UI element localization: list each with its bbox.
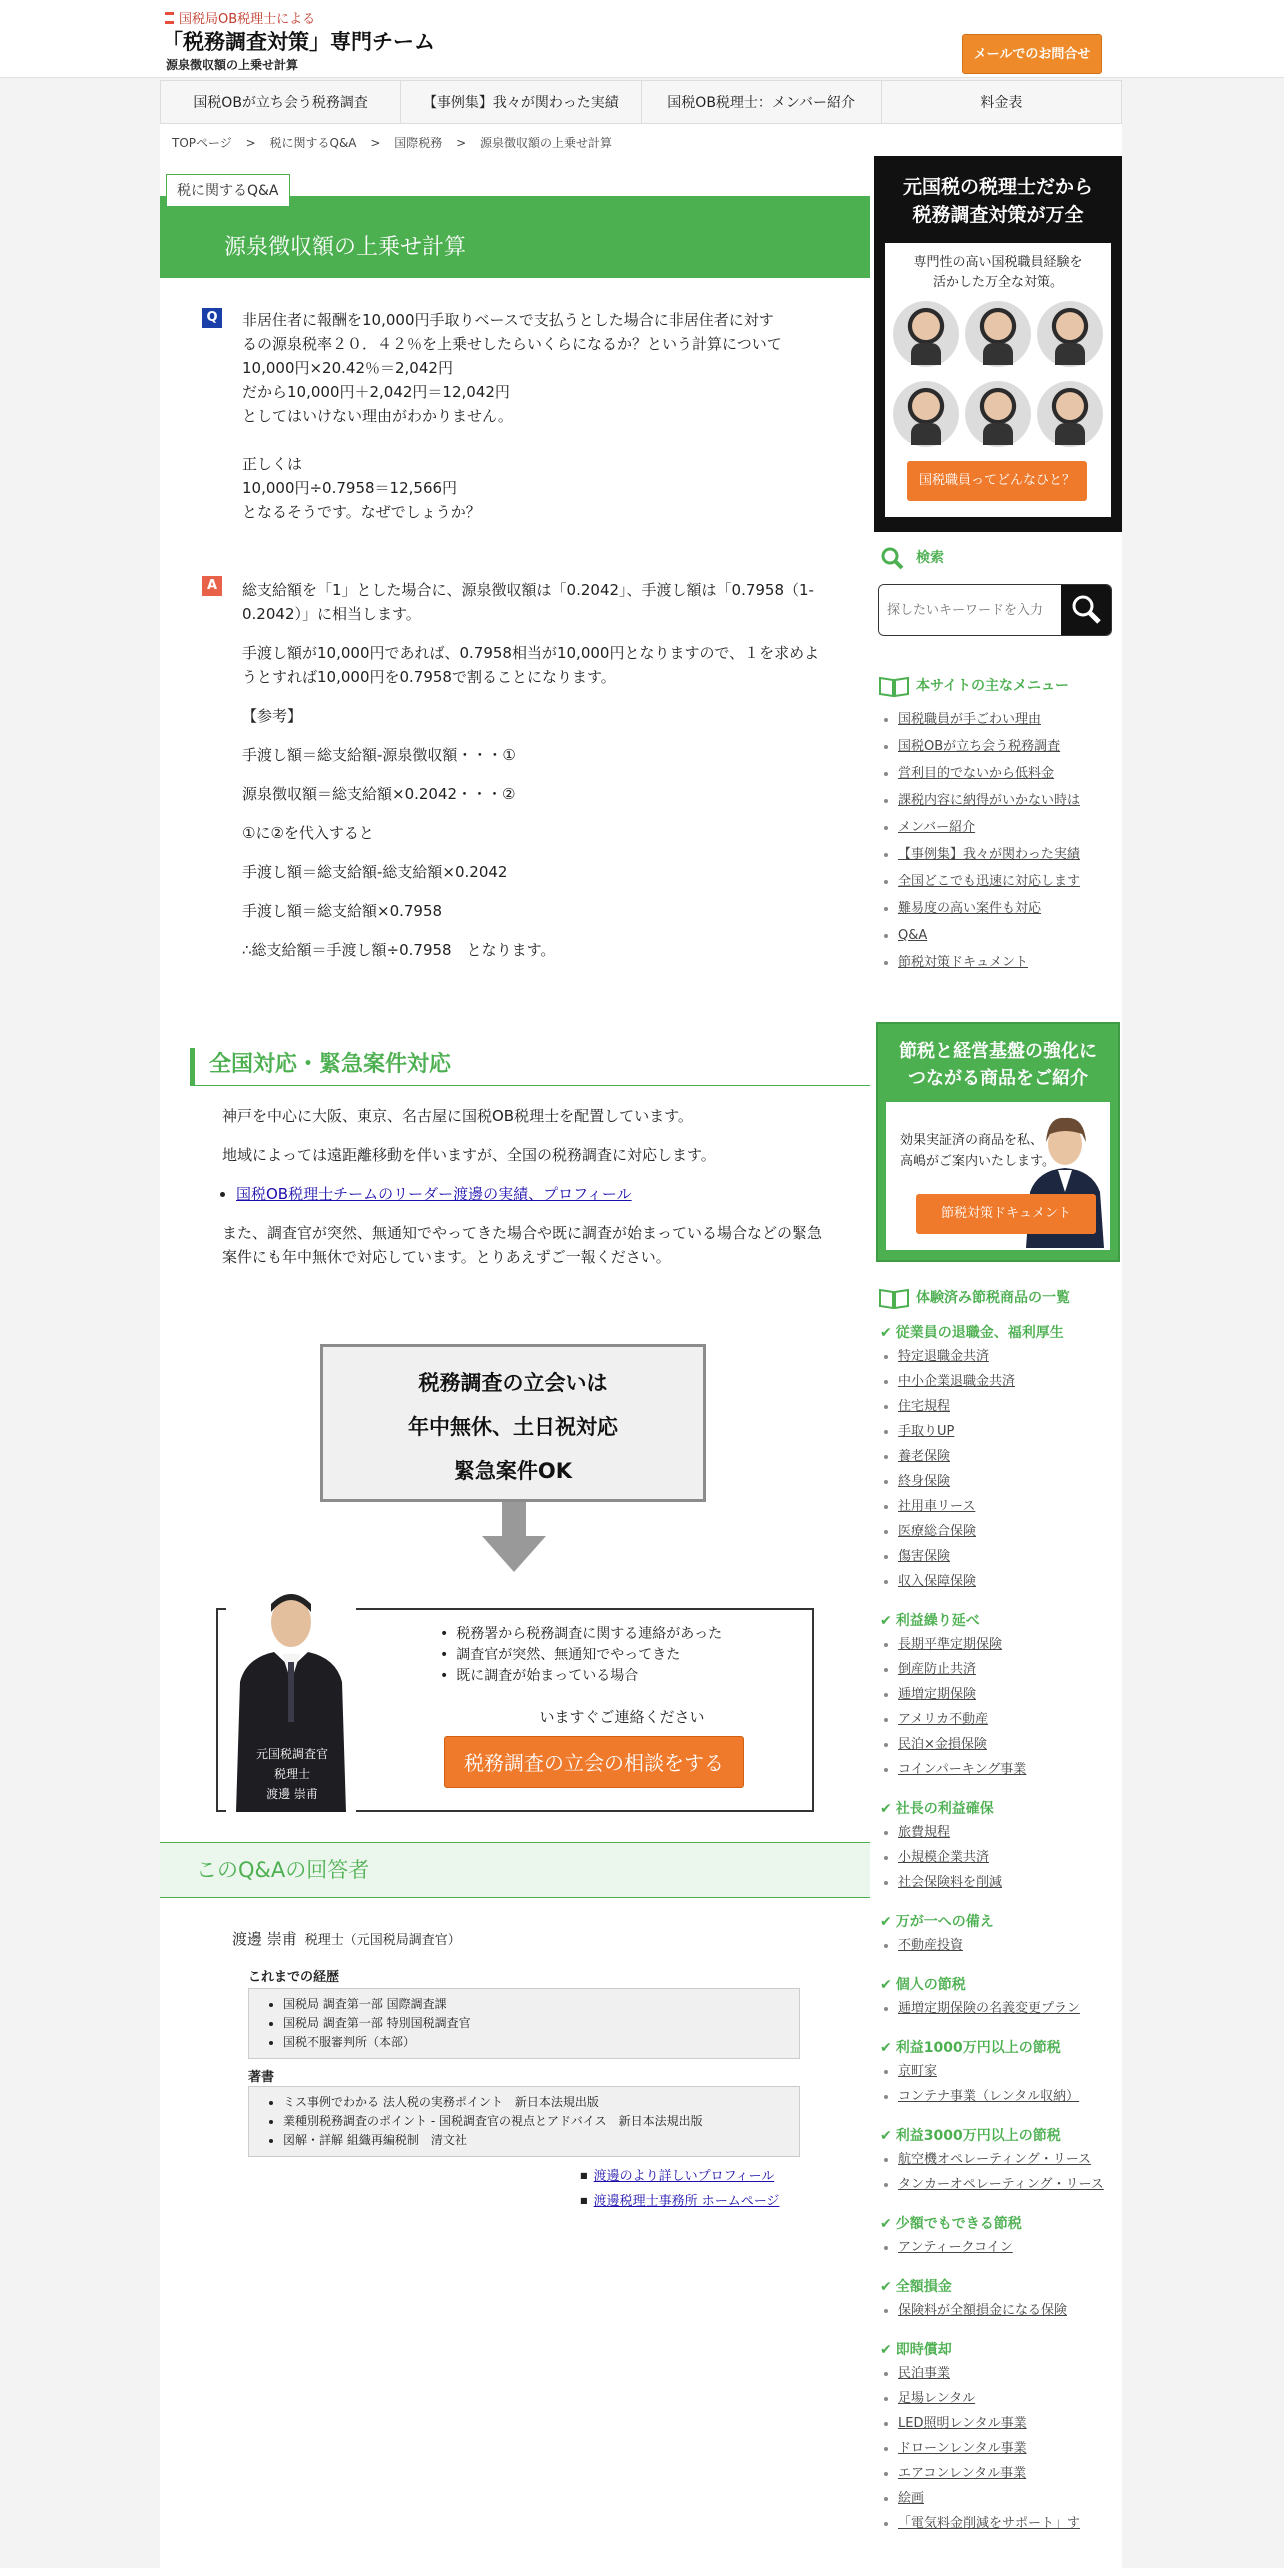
list-item [236, 1182, 822, 1206]
list-item [898, 2235, 1013, 2260]
promo-line: 税務調査の立会いは [418, 1371, 608, 1395]
list-item [898, 1419, 1015, 1444]
history-list [248, 1988, 800, 2059]
list-item [898, 1820, 1002, 1845]
nav-item-cases[interactable]: 【事例集】我々が関わった実績 [401, 81, 641, 123]
book-icon [878, 1286, 910, 1310]
breadcrumb-separator: > [456, 136, 467, 150]
product-link[interactable]: 逓増定期保険 [898, 1687, 977, 1702]
question-line: るの源泉税率２０．４２％を上乗せしたらいくらになるか？という計算について [242, 335, 782, 353]
list-item: • 税務署から税務調査に関する連絡があった [440, 1624, 722, 1645]
breadcrumb-international[interactable]: 国際税務 [394, 136, 443, 150]
site-description: 源泉徴収額の上乗せ計算 [166, 58, 299, 72]
menu-link[interactable]: 【事例集】我々が関わった実績 [898, 847, 1080, 862]
answer-paragraph: 手渡し額が10,000円であれば、0.7958相当が10,000円となりますので、１を求めようとすれば10,000円を0.7958で割ることになります。 [242, 644, 820, 686]
contact-box [216, 1608, 814, 1812]
list-item [898, 868, 1080, 895]
logo-subtitle: 国税局OB税理士による [165, 8, 315, 27]
list-item [898, 706, 1080, 733]
office-homepage-link[interactable]: 渡邊税理士事務所 ホームページ [593, 2194, 780, 2209]
product-link[interactable]: 絵画 [898, 2491, 925, 2506]
section-link-list [236, 1182, 822, 1206]
menu-link[interactable]: 国税OBが立ち会う税務調査 [898, 739, 1061, 754]
products-heading: 体験済み節税商品の一覧 [878, 1286, 1070, 1310]
list-item [898, 2084, 1079, 2109]
profile-link[interactable]: 渡邊のより詳しいプロフィール [593, 2169, 775, 2184]
section-paragraph: 地域によっては遠距離移動を伴いますが、全国の税務調査に対応します。 [222, 1146, 716, 1164]
answer-paragraph: 【参考】 [242, 707, 303, 725]
list-item [898, 1682, 1026, 1707]
book-icon [878, 674, 910, 698]
answer-icon: A [202, 576, 222, 596]
product-link[interactable]: 逓増定期保険の名義変更プラン [898, 2001, 1081, 2016]
product-link[interactable]: 民泊×金損保険 [898, 1737, 987, 1752]
product-link[interactable]: 養老保険 [898, 1449, 951, 1464]
answerer-links [580, 2164, 779, 2214]
product-category: ✔ 従業員の退職金、福利厚生 [880, 1322, 1064, 1342]
product-category: ✔ 利益繰り延べ [880, 1610, 980, 1630]
answerer-name: 渡邊 崇甫 税理士（元国税局調査官） [232, 1930, 461, 1948]
member-avatar [965, 301, 1031, 367]
question-line: 10,000円×20.42％＝2,042円 [242, 359, 453, 377]
list-item [898, 895, 1080, 922]
product-link[interactable]: エアコンレンタル事業 [898, 2466, 1027, 2481]
product-category: ✔ 社長の利益確保 [880, 1798, 994, 1818]
products-ad [876, 1022, 1120, 1262]
breadcrumb-separator: > [245, 136, 256, 150]
product-link[interactable]: 「電気料金削減をサポート」す [898, 2516, 1081, 2531]
list-item [898, 2411, 1080, 2436]
list-item [898, 922, 1080, 949]
site-menu [898, 706, 1080, 976]
answerer-heading: このQ&Aの回答者 [160, 1842, 870, 1898]
product-link[interactable]: 特定退職金共済 [898, 1349, 990, 1364]
list-item [898, 1494, 1015, 1519]
question-line: 10,000円÷0.7958＝12,566円 [242, 479, 458, 497]
list-item [898, 2147, 1104, 2172]
list-item [898, 2361, 1080, 2386]
menu-link[interactable]: 課税内容に納得がいかない時は [898, 793, 1081, 808]
list-item [898, 1933, 963, 1958]
promo-line: 年中無休、土日祝対応 [408, 1415, 618, 1439]
product-link[interactable]: 小規模企業共済 [898, 1850, 990, 1865]
product-items [898, 1996, 1080, 2021]
product-link[interactable]: コンテナ事業（レンタル収納） [898, 2089, 1080, 2104]
books-label: 著書 [248, 2070, 275, 2085]
site-logo[interactable]: 「税務調査対策」専門チーム [162, 29, 435, 54]
global-nav [160, 80, 1122, 124]
answerer-role: 税理士（元国税局調査官） [304, 1933, 461, 1948]
product-category: ✔ 個人の節税 [880, 1974, 966, 1994]
list-item: • ミス事例でわかる 法人税の実務ポイント 新日本法規出版 [283, 2093, 799, 2112]
list-item [898, 1757, 1026, 1782]
list-item [898, 1469, 1015, 1494]
list-item [580, 2189, 779, 2214]
ad-text: 効果実証済の商品を私、 高嶋がご案内いたします。 [900, 1133, 1055, 1169]
search-heading: 検索 [878, 546, 944, 570]
books-list [248, 2086, 800, 2157]
nav-item-tax-audit[interactable]: 国税OBが立ち会う税務調査 [161, 81, 401, 123]
product-link[interactable]: 中小企業退職金共済 [898, 1374, 1016, 1389]
contact-reasons [440, 1624, 722, 1687]
product-link[interactable]: タンカーオペレーティング・リース [898, 2177, 1104, 2192]
list-item [898, 1870, 1002, 1895]
list-item [898, 2511, 1080, 2536]
product-items [898, 1632, 1026, 1782]
question-line: となるそうです。なぜでしょうか？ [242, 503, 481, 521]
list-item: • 国税局 調査第一部 特別国税調査官 [283, 2014, 799, 2033]
mail-contact-button[interactable]: メールでのお問合せ [962, 34, 1102, 74]
product-link[interactable]: 医療総合保険 [898, 1524, 977, 1539]
product-link[interactable]: 不動産投資 [898, 1938, 964, 1953]
search-input[interactable] [879, 585, 1061, 635]
menu-link[interactable]: 難易度の高い案件も対応 [898, 901, 1042, 916]
answer-text [242, 578, 822, 977]
question-line [242, 428, 822, 452]
list-item [898, 1394, 1015, 1419]
breadcrumb [172, 134, 622, 151]
product-link[interactable]: 社用車リース [898, 1499, 976, 1514]
product-link[interactable]: コインパーキング事業 [898, 1762, 1027, 1777]
product-link[interactable]: 住宅規程 [898, 1399, 951, 1414]
list-item [898, 1544, 1015, 1569]
menu-link[interactable]: 国税職員が手ごわい理由 [898, 712, 1042, 727]
consultation-button[interactable]: 税務調査の立会の相談をする [444, 1736, 744, 1788]
list-item [898, 733, 1080, 760]
product-link[interactable]: 社会保険料を削減 [898, 1875, 1003, 1890]
list-item [580, 2164, 779, 2189]
list-item [898, 814, 1080, 841]
product-category: ✔ 万が一への備え [880, 1911, 994, 1931]
list-item [898, 2172, 1104, 2197]
search-button[interactable] [1061, 585, 1112, 635]
answer-paragraph: 総支給額を「1」とした場合に、源泉徴収額は「0.2042」、手渡し額は「0.7958（1-0.2042）」に相当します。 [242, 581, 814, 623]
down-arrow-icon [482, 1502, 546, 1572]
product-link[interactable]: LED照明レンタル事業 [898, 2416, 1027, 2431]
product-link[interactable]: 京町家 [898, 2064, 938, 2079]
list-item [898, 2436, 1080, 2461]
product-link[interactable]: 終身保険 [898, 1474, 951, 1489]
question-icon: Q [202, 308, 222, 328]
section-paragraph: また、調査官が突然、無通知でやってきた場合や既に調査が始まっている場合などの緊急案件にも年中無休で対応しています。とりあえずご一報ください。 [222, 1224, 823, 1266]
product-category: ✔ 即時償却 [880, 2339, 952, 2359]
promo-box [320, 1344, 706, 1502]
breadcrumb-top[interactable]: TOPページ [172, 136, 232, 150]
question-line: 正しくは [242, 455, 303, 473]
product-link[interactable]: 足場レンタル [898, 2391, 976, 2406]
list-item: • 国税局 調査第一部 国際調査課 [283, 1995, 799, 2014]
member-avatar [965, 381, 1031, 447]
list-item [898, 1657, 1026, 1682]
question-line: としてはいけない理由がわかりません。 [242, 407, 513, 425]
list-item: • 業種別税務調査のポイント - 国税調査官の視点とアドバイス 新日本法規出版 [283, 2112, 799, 2131]
breadcrumb-qa[interactable]: 税に関するQ&A [269, 136, 357, 150]
list-item [898, 2461, 1080, 2486]
list-item [898, 949, 1080, 976]
site-header [0, 0, 1284, 78]
product-link[interactable]: 手取りUP [898, 1424, 955, 1439]
search-box [878, 584, 1112, 636]
breadcrumb-separator: > [370, 136, 381, 150]
product-link[interactable]: 倒産防止共済 [898, 1662, 977, 1677]
menu-link[interactable]: 営利目的でないから低料金 [898, 766, 1055, 781]
product-items [898, 2147, 1104, 2197]
nav-item-pricing[interactable]: 料金表 [980, 95, 1023, 111]
menu-heading: 本サイトの主なメニュー [878, 674, 1069, 698]
product-category: ✔ 利益3000万円以上の節税 [880, 2125, 1061, 2145]
section-heading: 全国対応・緊急案件対応 [190, 1048, 870, 1086]
answer-paragraph: 手渡し額＝総支給額-総支給額×0.2042 [242, 863, 508, 881]
list-item [898, 2298, 1067, 2323]
menu-link[interactable]: メンバー紹介 [898, 820, 976, 835]
list-item [898, 1369, 1015, 1394]
search-icon [878, 546, 908, 570]
member-avatar [893, 301, 959, 367]
question-line: 非居住者に報酬を10,000円手取りベースで支払うとした場合に非居住者に対す [242, 311, 774, 329]
section-paragraph: 神戸を中心に大阪、東京、名古屋に国税OB税理士を配置しています。 [222, 1107, 693, 1125]
list-item [898, 1344, 1015, 1369]
main-content [160, 164, 870, 2564]
member-avatar [1037, 301, 1103, 367]
title-bar [160, 196, 870, 278]
leader-profile-link[interactable]: 国税OB税理士チームのリーダー渡邊の実績、プロフィール [236, 1185, 632, 1203]
list-item [898, 1707, 1026, 1732]
tax-officer-ad [874, 156, 1122, 532]
ad-title: 元国税の税理士だから 税務調査対策が万全 [902, 176, 1093, 226]
list-item [898, 1569, 1015, 1594]
product-link[interactable]: 傷害保険 [898, 1549, 951, 1564]
menu-link[interactable]: Q&A [898, 928, 928, 943]
category-tab[interactable]: 税に関するQ&A [166, 174, 290, 206]
tax-officer-button[interactable]: 国税職員ってどんなひと？ [907, 461, 1087, 501]
question-line: だから10,000円＋2,042円＝12,042円 [242, 383, 510, 401]
caption-line: 渡邊 崇甫 [266, 1787, 318, 1801]
list-item: • 既に調査が始まっている場合 [440, 1666, 722, 1687]
list-item [898, 1632, 1026, 1657]
list-item [898, 1519, 1015, 1544]
list-item [898, 1996, 1080, 2021]
section-body [222, 1104, 822, 1284]
answer-paragraph: 手渡し額＝総支給額×0.7958 [242, 902, 443, 920]
advisor-caption [236, 1744, 348, 1804]
product-items [898, 2059, 1079, 2109]
answer-paragraph: 源泉徴収額＝総支給額×0.2042・・・② [242, 785, 516, 803]
tax-saving-docs-button[interactable]: 節税対策ドキュメント [916, 1194, 1096, 1234]
menu-link[interactable]: 全国どこでも迅速に対応します [898, 874, 1081, 889]
product-link[interactable]: アンティークコイン [898, 2240, 1013, 2255]
page-wrapper [160, 124, 1122, 2568]
product-category: ✔ 全額損金 [880, 2276, 952, 2296]
sidebar [874, 156, 1122, 2568]
ad-inner [886, 1102, 1110, 1250]
promo-line: 緊急案件OK [453, 1459, 573, 1483]
list-item [898, 1444, 1015, 1469]
member-avatar [893, 381, 959, 447]
product-category: ✔ 少額でもできる節税 [880, 2213, 1022, 2233]
list-item: • 図解・詳解 組織再編税制 清文社 [283, 2131, 799, 2150]
list-item [898, 2486, 1080, 2511]
ad-title: 節税と経営基盤の強化に つながる商品をご紹介 [899, 1041, 1097, 1089]
product-items [898, 1933, 963, 1958]
list-item [898, 1845, 1002, 1870]
product-link[interactable]: 旅費規程 [898, 1825, 951, 1840]
product-category: ✔ 利益1000万円以上の節税 [880, 2037, 1061, 2057]
list-item [898, 2059, 1079, 2084]
ad-subtitle: 専門性の高い国税職員経験を 活かした万全な対策。 [913, 255, 1083, 290]
product-link[interactable]: 保険料が全額損金になる保険 [898, 2303, 1068, 2318]
logo-mark-icon [165, 12, 174, 24]
product-items [898, 2235, 1013, 2260]
answer-paragraph: 手渡し額＝総支給額-源泉徴収額・・・① [242, 746, 516, 764]
answer-paragraph: ①に②を代入すると [242, 824, 374, 842]
menu-link[interactable]: 節税対策ドキュメント [898, 955, 1029, 970]
search-icon [1061, 585, 1112, 635]
list-item: • 調査官が突然、無通知でやってきた [440, 1645, 722, 1666]
caption-line: 税理士 [273, 1767, 310, 1781]
ad-inner [885, 243, 1111, 517]
answer-paragraph: ∴総支給額＝手渡し額÷0.7958 となります。 [242, 941, 556, 959]
member-avatar [1037, 381, 1103, 447]
product-link[interactable]: 民泊事業 [898, 2366, 951, 2381]
product-items [898, 1820, 1002, 1895]
nav-item-members[interactable]: 国税OB税理士：メンバー紹介 [642, 81, 882, 123]
contact-note: いますぐご連絡ください [539, 1708, 705, 1726]
product-items [898, 2361, 1080, 2536]
list-item [898, 787, 1080, 814]
product-items [898, 1344, 1015, 1594]
breadcrumb-current: 源泉徴収額の上乗せ計算 [479, 136, 612, 150]
list-item [898, 2386, 1080, 2411]
list-item [898, 1732, 1026, 1757]
product-link[interactable]: 航空機オペレーティング・リース [898, 2152, 1092, 2167]
product-link[interactable]: 長期平準定期保険 [898, 1637, 1003, 1652]
question-text [242, 308, 822, 524]
product-link[interactable]: 収入保障保険 [898, 1574, 977, 1589]
list-item [898, 841, 1080, 868]
history-label: これまでの経歴 [248, 1970, 340, 1985]
list-item [898, 760, 1080, 787]
list-item: • 国税不服審判所（本部） [283, 2033, 799, 2052]
product-items [898, 2298, 1067, 2323]
product-link[interactable]: アメリカ不動産 [898, 1712, 989, 1727]
page-title: 源泉徴収額の上乗せ計算 [224, 235, 467, 260]
product-link[interactable]: ドローンレンタル事業 [898, 2441, 1027, 2456]
caption-line: 元国税調査官 [255, 1747, 328, 1761]
